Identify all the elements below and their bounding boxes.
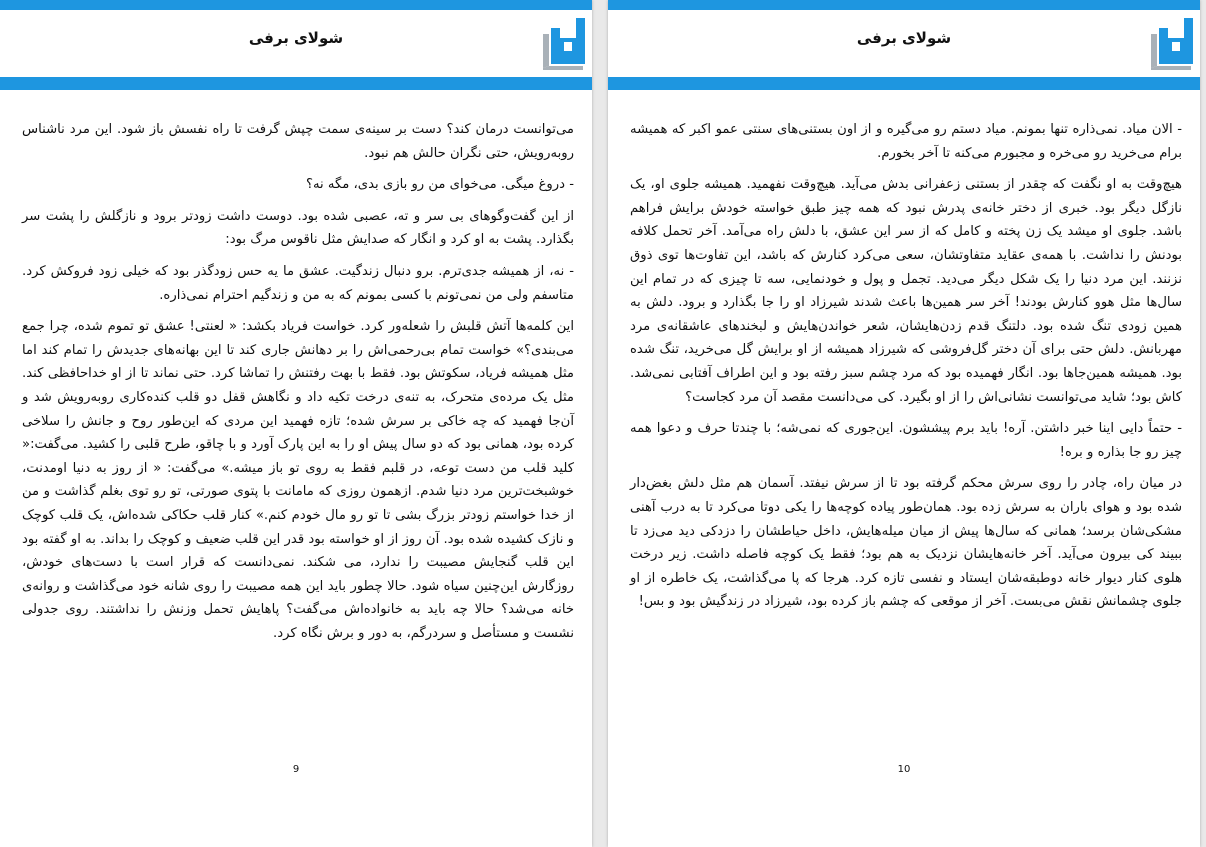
paragraph: از این گفت‌وگوهای بی سر و ته، عصبی شده بود. دوست داشت زودتر برود و نازگلش را پشت سر بگذارد. پشت به او کرد و انگار که صدایش مثل ناقوس مرگ بود:: [22, 208, 574, 248]
page-number: 9: [292, 764, 300, 775]
page-header: [0, 10, 592, 77]
page-body-text: [630, 118, 1182, 622]
book-title: شولای برفی: [248, 29, 344, 47]
paragraph: - دروغ میگی. می‌خوای من رو بازی بدی، مگه نه؟: [305, 177, 574, 193]
book-logo-icon: [539, 16, 589, 70]
paragraph: در میان راه، چادر را روی سرش محکم گرفته بود تا از سرش نیفتد. آسمان هم مثل دلش بغض‌دار شده بود و هوای باران به سرش زده بود. همان‌طور پیاده کوچه‌ها را یکی دوتا می‌کرد تا به درب آهنی مشکی‌شان برسد؛ همانی که سال‌ها پیش از میان میله‌هایش، داخل حیاطشان را دزدکی دید می‌زد تا ببیند کی بیرون می‌آید. آخر خانه‌هایشان نزدیک به هم بود؛ فقط یک کوچه فاصله داشت. زیر درخت هلوی کنار دیوار خانه دوطبقه‌شان ایستاد و نفسی تازه کرد. هرجا که پا می‌گذاشت، یک خاطره از او جلوی چشمانش نقش می‌بست. آخر از موقعی که چشم باز کرده بود، شیرزاد در زندگیش بود و بس!: [630, 476, 1182, 610]
header-bottom-bar: [608, 77, 1200, 90]
header-top-bar: [608, 0, 1200, 10]
paragraph: این کلمه‌ها آتش قلبش را شعله‌ور کرد. خواست فریاد بکشد: « لعنتی! عشق تو تموم شده، چرا جمع می‌بندی؟» خواست تمام بی‌رحمی‌اش را بر دهانش جاری کند تا این بهانه‌های جدیدش را تمام کند اما مثل همیشه فریاد، سکوتش بود. فقط با بهت رفتنش را تماشا کرد. حتی نماند تا از او خداحافظی کند. مثل یک مرده‌ی متحرک، به تنه‌ی درخت تکیه داد و نگاهش قفل دو قلب کنده‌کاری روبه‌رویش شد و آن‌جا فهمید که چه خاکی بر سرش شده؛ تازه فهمید این مردی که این‌طور روح و جانش را سلاخی کرده بود، همانی بود که دو سال پیش او را به این پارک آورد و با چاقو، طرح قلبی را کشید. می‌گفت:« کلید قلب من دست توعه، در قلبم فقط به روی تو باز میشه.» می‌گفت: « از روز به دنیا اومدنت، خوشبخت‌ترین مرد دنیا شدم. ازهمون روزی که مامانت با پتوی صورتی، تو رو توی بغلم گذاشت و من از خدا خواستم زودتر بزرگ بشی تا تو رو مال خودم کنم.» کنار قلب حکاکی شده‌اش، یک قلب کوچک و نازک کشیده شده بود. آن روز از او خواسته بود قدر این قلب ضعیف و کوچک را بداند. به او گفته بود این قلب گنجایش مصیبت را ندارد، می شکند. نمی‌دانست که قرار است با دست‌های خودش، روزگارش این‌چنین سیاه شود. حالا چطور باید این همه مصیبت را روی شانه خود می‌گذاشت و روانه‌ی خانه می‌شد؟ حالا چه باید به خانواده‌اش می‌گفت؟ پاهایش تحمل وزنش را نداشتند. روی جدولی نشست و مستأصل و سردرگم، به دور و برش نگاه کرد.: [22, 319, 574, 641]
page-left: [0, 0, 592, 847]
page-body-text: [22, 118, 574, 653]
paragraph: می‌توانست درمان کند؟ دست بر سینه‌ی سمت چپش گرفت تا راه نفسش باز شود. این مرد ناشناس روبه‌رویش، حتی نگران حالش هم نبود.: [22, 122, 574, 161]
book-logo-icon: [1147, 16, 1197, 70]
paragraph: هیچ‌وقت به او نگفت که چقدر از بستنی زعفرانی بدش می‌آید. هیچ‌وقت نفهمید. همیشه جلوی او، یک نازگل دیگر بود. خبری از دختر خانه‌ی پدرش نبود که همه چیز طبق خواسته خودش برایش فراهم باشد. جلوی او میشد یک زن پخته و کامل که از سر این عشق، با دلش راه می‌آمد. آخر تحمل کلافه بودنش را نداشت. با همه‌ی عقاید متفاوتشان، سعی می‌کرد کنارش که باشد، این تفاوت‌ها توی ذوق نزنند. این مرد دنیا را یک شکل دیگر می‌دید. تجمل و پول و خودنمایی، سه تا چیزی که در تمام این سال‌ها مثل هوو کنارش بودند! آخر سر همین‌ها باعث شدند شیرزاد او را جا بگذارد و برود. دلش به همین زودی تنگ شده بود. دلتنگ قدم زدن‌هایشان، شعر خواندن‌هایش و لبخندهای عاشقانه‌ی مرد مهربانش. دلش حتی برای آن دختر گل‌فروشی که شیرزاد همیشه از او برایش گل می‌خرید، تنگ شده بود. همیشه همین‌جاها بود. انگار فهمیده بود که مرد چشم سبز رفته بود و این اطراف آفتابی نمی‌شد. کاش بود؛ شاید می‌توانست نشانی‌اش را از او بگیرد. کی می‌دانست مقصد آن مرد کجاست؟: [630, 177, 1182, 405]
book-title: شولای برفی: [856, 29, 952, 47]
paragraph: - نه، از همیشه جدی‌ترم. برو دنبال زندگیت. عشق ما یه حس زودگذر بود که خیلی زود فروکش کرد. متاسفم ولی من نمی‌تونم با کسی بمونم که به من و زندگیم احترام نمی‌ذاره.: [22, 263, 574, 303]
header-bottom-bar: [0, 77, 592, 90]
paragraph: - حتماً دایی اینا خبر داشتن. آره! باید برم پیششون. این‌جوری که نمی‌شه؛ با چندتا حرف و دعوا همه چیز رو جا بذاره و بره!: [630, 421, 1182, 460]
page-header: [608, 10, 1200, 77]
paragraph: - الان میاد. نمی‌ذاره تنها بمونم. میاد دستم رو می‌گیره و از اون بستنی‌های سنتی عمو اکبر که همیشه برام می‌خرید رو می‌خره و مجبورم می‌کنه تا آخر بخورم.: [630, 122, 1182, 161]
header-top-bar: [0, 0, 592, 10]
page-right: [608, 0, 1200, 847]
page-number: 10: [897, 764, 911, 775]
